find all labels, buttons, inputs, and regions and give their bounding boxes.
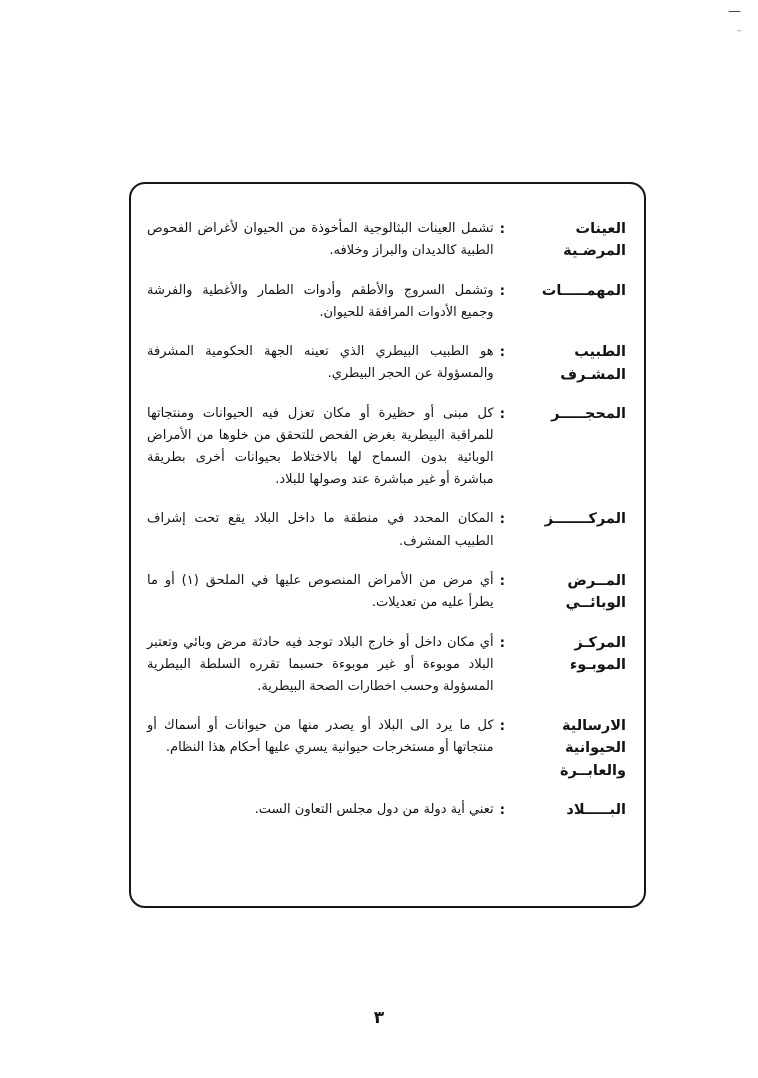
page-number: ٣ [373,1008,385,1028]
term-label: المركـز الموبـوء [569,634,626,674]
scan-artifact-dash: — [728,4,740,19]
term-label: العينات المرضـية [563,221,626,260]
definition-block [147,403,505,491]
term-label: المــرض الوبائــي [565,572,626,612]
colon-separator: : [499,717,505,734]
definition-text: كل مبنى أو حظيرة أو مكان تعزل فيه الحيوانات ومنتجاتها للمراقبة البيطرية بغرض الفحص للتحقق من خلوها من الأمراض الوبائية بدون السماح لها بالاختلاط بحيوانات أخرى بطريقة مباشرة أو غير مباشرة عند وصولها للبلاد. [147,406,494,488]
definition-row [147,280,626,324]
definition-row [147,403,626,491]
definition-text: تشمل العينات البثالوجية المأخوذة من الحيوان لأغراض الفحوص الطبية كالديدان والبراز وخلافه. [147,221,494,259]
definitions-frame [129,182,646,908]
colon-separator: : [499,282,505,299]
definition-block [147,799,505,822]
definition-block [147,218,505,262]
term-label: المحجـــــر [551,406,626,423]
term-label: الارسالية الحيوانية والعابــرة [560,717,626,779]
definition-text: أي مرض من الأمراض المنصوص عليها في الملحق (١) أو ما يطرأ عليه من تعديلات. [147,572,494,610]
colon-separator: : [499,802,505,819]
colon-separator: : [499,572,505,589]
definition-block [147,508,505,552]
colon-separator: : [499,344,505,361]
definition-row [147,341,626,386]
definition-text: كل ما يرد الى البلاد أو يصدر منها من حيوانات أو أسماك أو منتجاتها أو مستخرجات حيوانية يسري عليها أحكام هذا النظام. [147,717,494,755]
term-label: المهمـــــات [541,282,626,299]
definition-row [147,799,626,822]
definition-block [147,570,505,614]
definition-block [147,280,505,324]
scan-artifact-tick: – [737,26,742,36]
definition-text: أي مكان داخل أو خارج البلاد توجد فيه حادثة مرض وبائي وتعتبر البلاد موبوءة أو غير موبوءة حسبما تقرره السلطة البيطرية المسؤولة وحسب اخطارات الصحة البيطرية. [147,634,494,694]
colon-separator: : [499,634,505,651]
term-label: المركـــــــز [544,511,626,528]
definition-text: المكان المحدد في منطقة ما داخل البلاد يقع تحت إشراف الطبيب المشرف. [147,511,494,549]
definition-row [147,508,626,552]
definition-row [147,218,626,263]
definition-row [147,715,626,782]
colon-separator: : [499,221,505,237]
term-label: الطبيب المشـرف [560,344,626,383]
definition-block [147,715,505,759]
definition-text: تعني أية دولة من دول مجلس التعاون الست. [254,802,494,818]
colon-separator: : [499,406,505,423]
definition-text: وتشمل السروج والأطقم وأدوات الطمار والأغطية والفرشة وجميع الأدوات المرافقة للحيوان. [147,282,494,321]
definition-text: هو الطبيب البيطري الذي تعينه الجهة الحكومية المشرفة والمسؤولة عن الحجر البيطري. [147,344,494,382]
term-label: البـــــلاد [566,802,626,819]
definition-row [147,570,626,615]
definition-row [147,632,626,698]
definition-block [147,632,505,698]
definition-block [147,341,505,385]
colon-separator: : [499,511,505,528]
